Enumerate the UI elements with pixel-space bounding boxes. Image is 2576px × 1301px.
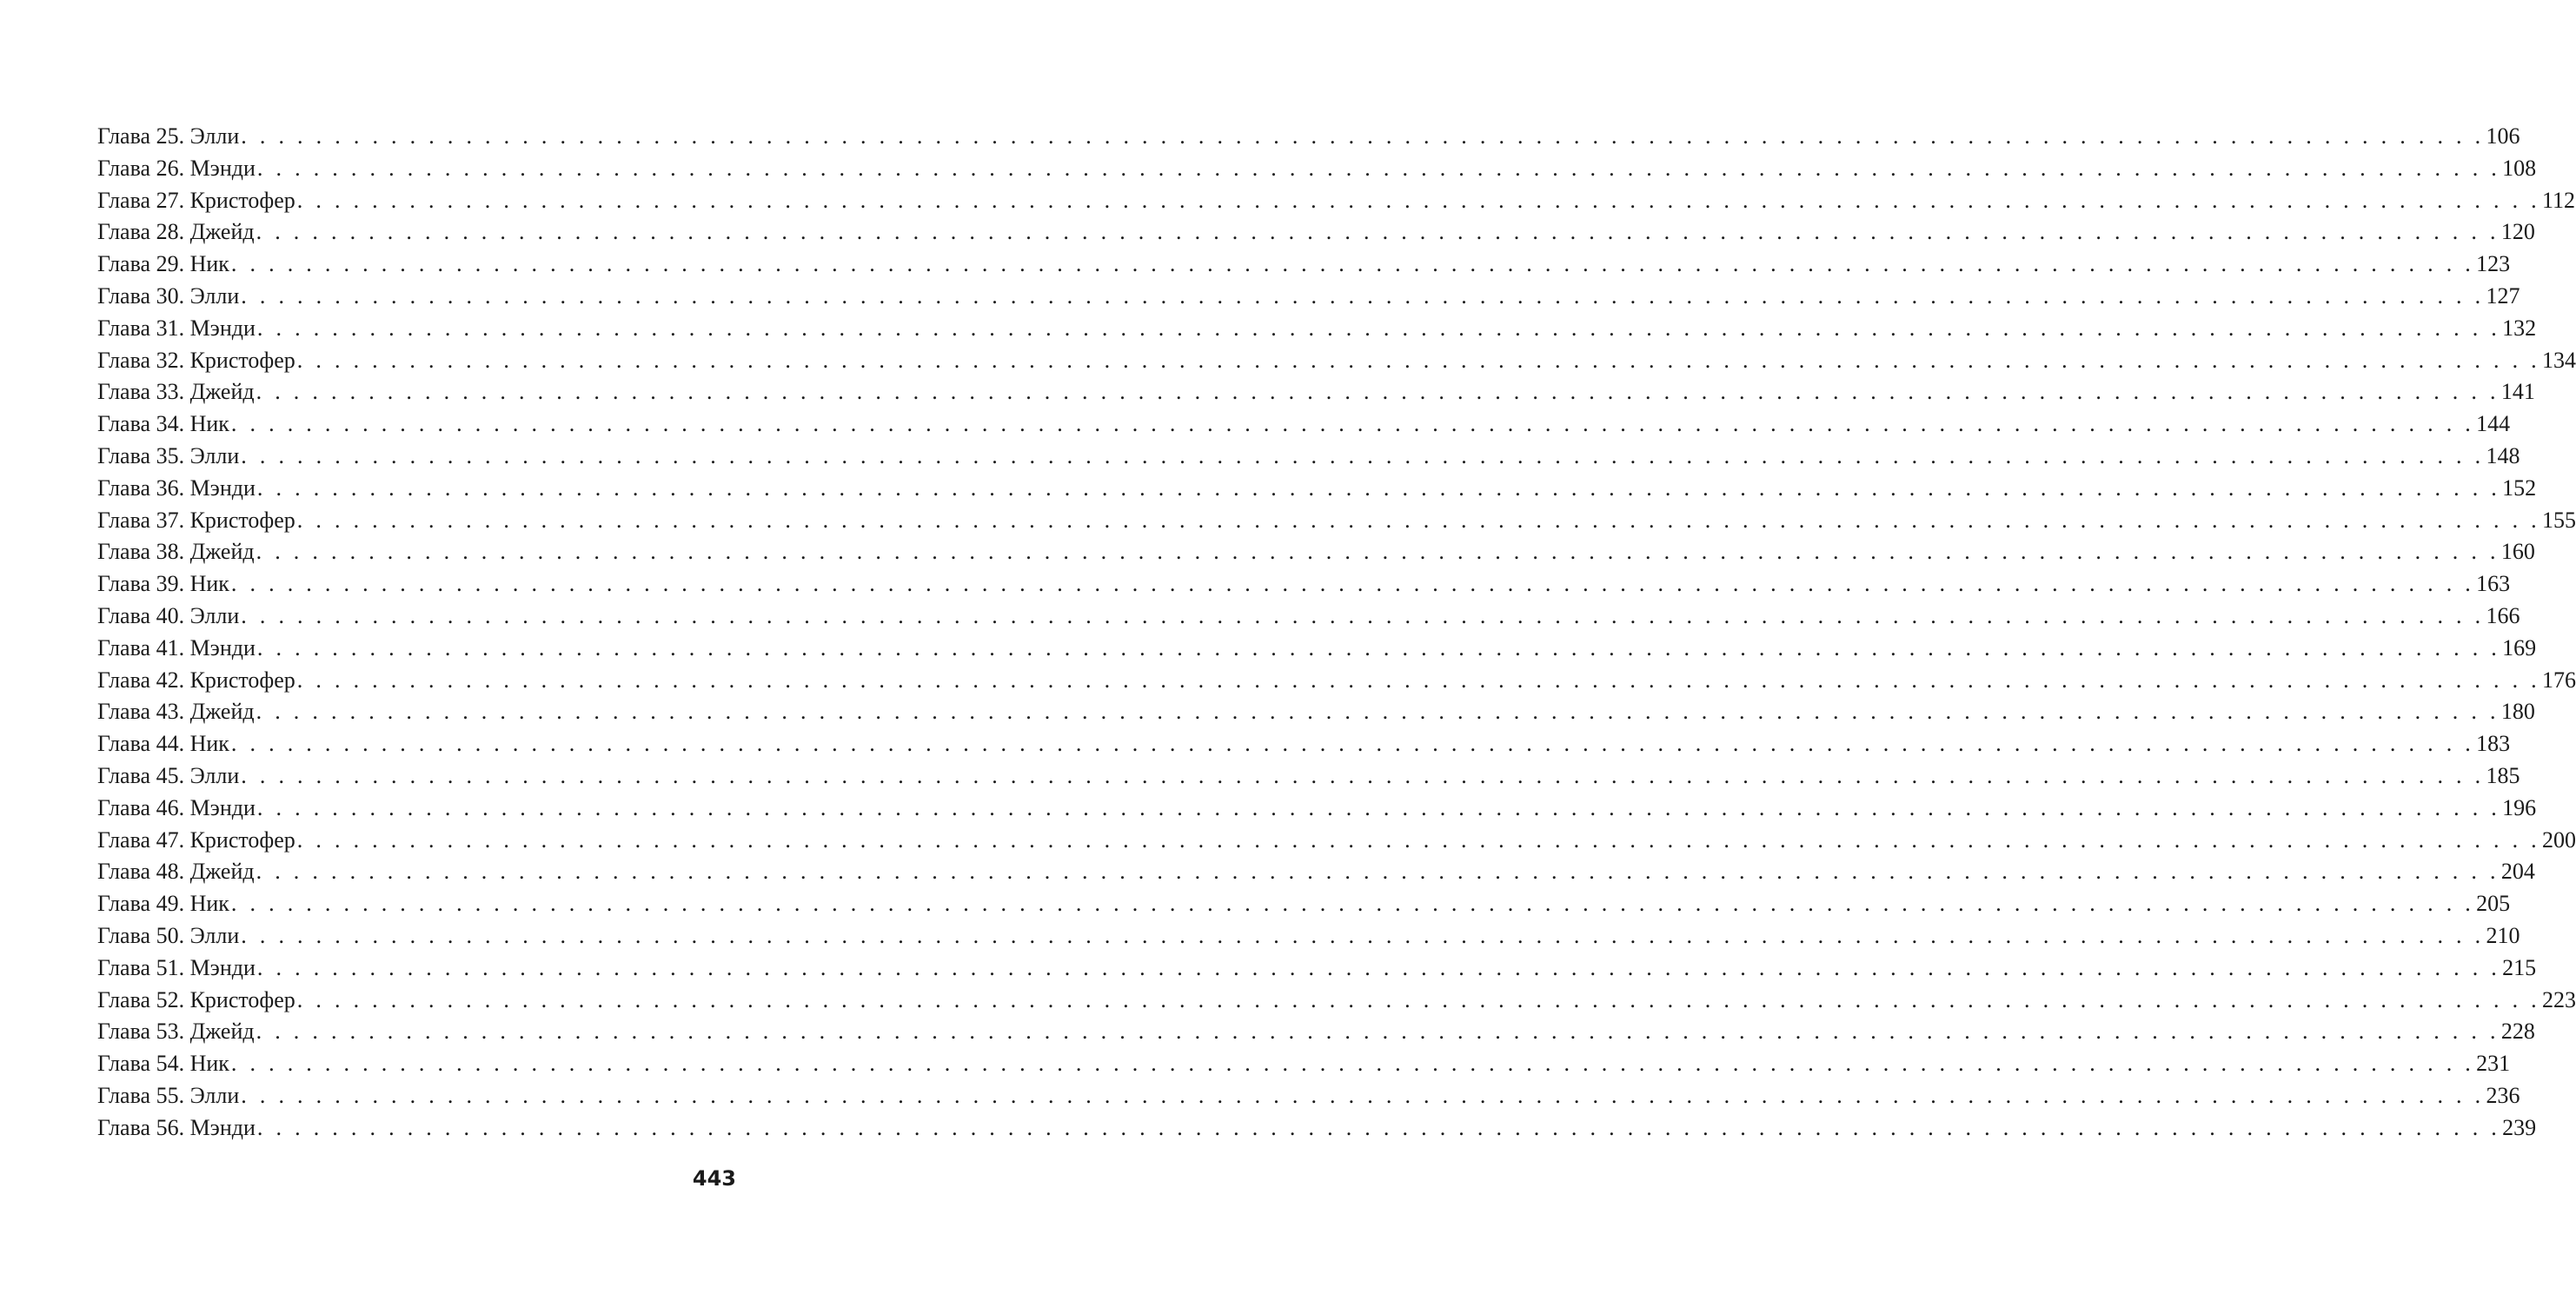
toc-entry <box>97 1080 2520 1112</box>
toc-dot-leader: . . . . . . . . . . . . . . . . . . . . . . . . . . . . . . . . . . . . . . . . . . . . . . . . . . . . . . . . . . . . . . . . . . . . . . . . . . . . . . . . . . . . . . . . . . . . . . . . . . . . . . . . . . . . . . . . . . . . . . . . <box>241 762 2485 788</box>
toc-entry <box>97 313 2537 345</box>
toc-page-number: 155 <box>2541 507 2576 533</box>
toc-dot-leader: . . . . . . . . . . . . . . . . . . . . . . . . . . . . . . . . . . . . . . . . . . . . . . . . . . . . . . . . . . . . . . . . . . . . . . . . . . . . . . . . . . . . . . . . . . . . . . . . . . . . . . . . . . . . . . . . . . . . . . . . <box>256 1019 2500 1045</box>
toc-chapter-title: Глава 40. Элли <box>97 602 240 628</box>
toc-entry <box>97 345 2576 377</box>
toc-chapter-title: Глава 46. Мэнди <box>97 794 256 820</box>
toc-page-number: 196 <box>2502 794 2537 820</box>
toc-dot-leader: . . . . . . . . . . . . . . . . . . . . . . . . . . . . . . . . . . . . . . . . . . . . . . . . . . . . . . . . . . . . . . . . . . . . . . . . . . . . . . . . . . . . . . . . . . . . . . . . . . . . . . . . . . . . . . . . . . . . . . . . <box>256 699 2500 725</box>
toc-chapter-title: Глава 45. Элли <box>97 762 240 788</box>
toc-chapter-title: Глава 39. Ник <box>97 571 229 597</box>
toc-dot-leader: . . . . . . . . . . . . . . . . . . . . . . . . . . . . . . . . . . . . . . . . . . . . . . . . . . . . . . . . . . . . . . . . . . . . . . . . . . . . . . . . . . . . . . . . . . . . . . . . . . . . . . . . . . . . . . . . . . . . . . . . <box>241 442 2485 468</box>
table-of-contents <box>97 121 2576 1145</box>
toc-dot-leader: . . . . . . . . . . . . . . . . . . . . . . . . . . . . . . . . . . . . . . . . . . . . . . . . . . . . . . . . . . . . . . . . . . . . . . . . . . . . . . . . . . . . . . . . . . . . . . . . . . . . . . . . . . . . . . . . . . . . . . . . <box>296 986 2540 1012</box>
toc-dot-leader: . . . . . . . . . . . . . . . . . . . . . . . . . . . . . . . . . . . . . . . . . . . . . . . . . . . . . . . . . . . . . . . . . . . . . . . . . . . . . . . . . . . . . . . . . . . . . . . . . . . . . . . . . . . . . . . . . . . . . . . . <box>230 1051 2475 1077</box>
toc-dot-leader: . . . . . . . . . . . . . . . . . . . . . . . . . . . . . . . . . . . . . . . . . . . . . . . . . . . . . . . . . . . . . . . . . . . . . . . . . . . . . . . . . . . . . . . . . . . . . . . . . . . . . . . . . . . . . . . . . . . . . . . . <box>256 155 2501 181</box>
toc-chapter-title: Глава 31. Мэнди <box>97 315 256 341</box>
toc-page-number: 120 <box>2500 219 2535 245</box>
toc-dot-leader: . . . . . . . . . . . . . . . . . . . . . . . . . . . . . . . . . . . . . . . . . . . . . . . . . . . . . . . . . . . . . . . . . . . . . . . . . . . . . . . . . . . . . . . . . . . . . . . . . . . . . . . . . . . . . . . . . . . . . . . . <box>256 1114 2501 1140</box>
toc-entry <box>97 953 2537 985</box>
toc-entry <box>97 665 2576 697</box>
toc-page-number: 215 <box>2502 954 2537 980</box>
toc-chapter-title: Глава 52. Кристофер <box>97 986 295 1012</box>
toc-entry <box>97 281 2520 313</box>
toc-chapter-title: Глава 35. Элли <box>97 442 240 468</box>
toc-entry <box>97 728 2511 760</box>
toc-page-number: 231 <box>2476 1051 2511 1077</box>
toc-page-number: 112 <box>2541 187 2576 213</box>
toc-dot-leader: . . . . . . . . . . . . . . . . . . . . . . . . . . . . . . . . . . . . . . . . . . . . . . . . . . . . . . . . . . . . . . . . . . . . . . . . . . . . . . . . . . . . . . . . . . . . . . . . . . . . . . . . . . . . . . . . . . . . . . . . <box>256 475 2501 501</box>
toc-chapter-title: Глава 37. Кристофер <box>97 507 295 533</box>
toc-page-number: 163 <box>2476 571 2511 597</box>
toc-entry <box>97 473 2537 505</box>
toc-entry <box>97 760 2520 793</box>
toc-chapter-title: Глава 43. Джейд <box>97 699 255 725</box>
toc-page-number: 148 <box>2486 442 2520 468</box>
toc-chapter-title: Глава 53. Джейд <box>97 1019 255 1045</box>
toc-entry <box>97 888 2511 920</box>
toc-chapter-title: Глава 48. Джейд <box>97 859 255 885</box>
toc-entry <box>97 505 2576 537</box>
toc-page-number: 180 <box>2500 699 2535 725</box>
toc-dot-leader: . . . . . . . . . . . . . . . . . . . . . . . . . . . . . . . . . . . . . . . . . . . . . . . . . . . . . . . . . . . . . . . . . . . . . . . . . . . . . . . . . . . . . . . . . . . . . . . . . . . . . . . . . . . . . . . . . . . . . . . . <box>296 826 2540 853</box>
toc-page-number: 200 <box>2541 826 2576 853</box>
toc-dot-leader: . . . . . . . . . . . . . . . . . . . . . . . . . . . . . . . . . . . . . . . . . . . . . . . . . . . . . . . . . . . . . . . . . . . . . . . . . . . . . . . . . . . . . . . . . . . . . . . . . . . . . . . . . . . . . . . . . . . . . . . . <box>241 922 2485 948</box>
toc-entry <box>97 536 2535 568</box>
toc-dot-leader: . . . . . . . . . . . . . . . . . . . . . . . . . . . . . . . . . . . . . . . . . . . . . . . . . . . . . . . . . . . . . . . . . . . . . . . . . . . . . . . . . . . . . . . . . . . . . . . . . . . . . . . . . . . . . . . . . . . . . . . . <box>256 794 2501 820</box>
toc-page-number: 236 <box>2486 1082 2520 1108</box>
toc-chapter-title: Глава 47. Кристофер <box>97 826 295 853</box>
toc-chapter-title: Глава 25. Элли <box>97 123 240 149</box>
toc-page-number: 176 <box>2541 667 2576 693</box>
toc-dot-leader: . . . . . . . . . . . . . . . . . . . . . . . . . . . . . . . . . . . . . . . . . . . . . . . . . . . . . . . . . . . . . . . . . . . . . . . . . . . . . . . . . . . . . . . . . . . . . . . . . . . . . . . . . . . . . . . . . . . . . . . . <box>256 859 2500 885</box>
toc-entry <box>97 601 2520 633</box>
toc-page-number: 127 <box>2486 282 2520 309</box>
toc-dot-leader: . . . . . . . . . . . . . . . . . . . . . . . . . . . . . . . . . . . . . . . . . . . . . . . . . . . . . . . . . . . . . . . . . . . . . . . . . . . . . . . . . . . . . . . . . . . . . . . . . . . . . . . . . . . . . . . . . . . . . . . . <box>241 1082 2485 1108</box>
toc-entry <box>97 856 2535 888</box>
toc-page-number: 169 <box>2502 634 2537 660</box>
toc-dot-leader: . . . . . . . . . . . . . . . . . . . . . . . . . . . . . . . . . . . . . . . . . . . . . . . . . . . . . . . . . . . . . . . . . . . . . . . . . . . . . . . . . . . . . . . . . . . . . . . . . . . . . . . . . . . . . . . . . . . . . . . . <box>256 954 2501 980</box>
toc-page-number: 210 <box>2486 922 2520 948</box>
toc-page-number: 132 <box>2502 315 2537 341</box>
toc-dot-leader: . . . . . . . . . . . . . . . . . . . . . . . . . . . . . . . . . . . . . . . . . . . . . . . . . . . . . . . . . . . . . . . . . . . . . . . . . . . . . . . . . . . . . . . . . . . . . . . . . . . . . . . . . . . . . . . . . . . . . . . . <box>230 731 2475 757</box>
toc-chapter-title: Глава 26. Мэнди <box>97 155 256 181</box>
toc-dot-leader: . . . . . . . . . . . . . . . . . . . . . . . . . . . . . . . . . . . . . . . . . . . . . . . . . . . . . . . . . . . . . . . . . . . . . . . . . . . . . . . . . . . . . . . . . . . . . . . . . . . . . . . . . . . . . . . . . . . . . . . . <box>296 187 2540 213</box>
toc-chapter-title: Глава 28. Джейд <box>97 219 255 245</box>
toc-dot-leader: . . . . . . . . . . . . . . . . . . . . . . . . . . . . . . . . . . . . . . . . . . . . . . . . . . . . . . . . . . . . . . . . . . . . . . . . . . . . . . . . . . . . . . . . . . . . . . . . . . . . . . . . . . . . . . . . . . . . . . . . <box>256 539 2500 565</box>
toc-entry <box>97 1112 2537 1145</box>
toc-entry <box>97 376 2535 408</box>
toc-chapter-title: Глава 42. Кристофер <box>97 667 295 693</box>
toc-page-number: 166 <box>2486 602 2520 628</box>
toc-dot-leader: . . . . . . . . . . . . . . . . . . . . . . . . . . . . . . . . . . . . . . . . . . . . . . . . . . . . . . . . . . . . . . . . . . . . . . . . . . . . . . . . . . . . . . . . . . . . . . . . . . . . . . . . . . . . . . . . . . . . . . . . <box>256 219 2500 245</box>
toc-chapter-title: Глава 36. Мэнди <box>97 475 256 501</box>
toc-entry <box>97 408 2511 441</box>
toc-page-number: 223 <box>2541 986 2576 1012</box>
toc-chapter-title: Глава 44. Ник <box>97 731 229 757</box>
toc-dot-leader: . . . . . . . . . . . . . . . . . . . . . . . . . . . . . . . . . . . . . . . . . . . . . . . . . . . . . . . . . . . . . . . . . . . . . . . . . . . . . . . . . . . . . . . . . . . . . . . . . . . . . . . . . . . . . . . . . . . . . . . . <box>296 667 2540 693</box>
toc-page-number: 106 <box>2486 123 2520 149</box>
toc-entry <box>97 985 2576 1017</box>
toc-dot-leader: . . . . . . . . . . . . . . . . . . . . . . . . . . . . . . . . . . . . . . . . . . . . . . . . . . . . . . . . . . . . . . . . . . . . . . . . . . . . . . . . . . . . . . . . . . . . . . . . . . . . . . . . . . . . . . . . . . . . . . . . <box>241 123 2485 149</box>
toc-dot-leader: . . . . . . . . . . . . . . . . . . . . . . . . . . . . . . . . . . . . . . . . . . . . . . . . . . . . . . . . . . . . . . . . . . . . . . . . . . . . . . . . . . . . . . . . . . . . . . . . . . . . . . . . . . . . . . . . . . . . . . . . <box>230 891 2475 917</box>
toc-page-number: 205 <box>2476 891 2511 917</box>
toc-page-number: 134 <box>2541 347 2576 373</box>
toc-entry <box>97 1016 2535 1048</box>
toc-entry <box>97 568 2511 601</box>
toc-chapter-title: Глава 33. Джейд <box>97 379 255 405</box>
toc-entry <box>97 696 2535 728</box>
toc-dot-leader: . . . . . . . . . . . . . . . . . . . . . . . . . . . . . . . . . . . . . . . . . . . . . . . . . . . . . . . . . . . . . . . . . . . . . . . . . . . . . . . . . . . . . . . . . . . . . . . . . . . . . . . . . . . . . . . . . . . . . . . . <box>230 251 2475 277</box>
toc-page-number: 160 <box>2500 539 2535 565</box>
toc-entry <box>97 121 2520 153</box>
toc-page-number: 141 <box>2500 379 2535 405</box>
toc-dot-leader: . . . . . . . . . . . . . . . . . . . . . . . . . . . . . . . . . . . . . . . . . . . . . . . . . . . . . . . . . . . . . . . . . . . . . . . . . . . . . . . . . . . . . . . . . . . . . . . . . . . . . . . . . . . . . . . . . . . . . . . . <box>296 507 2540 533</box>
toc-chapter-title: Глава 29. Ник <box>97 251 229 277</box>
toc-dot-leader: . . . . . . . . . . . . . . . . . . . . . . . . . . . . . . . . . . . . . . . . . . . . . . . . . . . . . . . . . . . . . . . . . . . . . . . . . . . . . . . . . . . . . . . . . . . . . . . . . . . . . . . . . . . . . . . . . . . . . . . . <box>230 411 2475 437</box>
toc-chapter-title: Глава 49. Ник <box>97 891 229 917</box>
toc-dot-leader: . . . . . . . . . . . . . . . . . . . . . . . . . . . . . . . . . . . . . . . . . . . . . . . . . . . . . . . . . . . . . . . . . . . . . . . . . . . . . . . . . . . . . . . . . . . . . . . . . . . . . . . . . . . . . . . . . . . . . . . . <box>241 602 2485 628</box>
toc-chapter-title: Глава 38. Джейд <box>97 539 255 565</box>
toc-chapter-title: Глава 32. Кристофер <box>97 347 295 373</box>
toc-page-number: 123 <box>2476 251 2511 277</box>
toc-entry <box>97 216 2535 249</box>
toc-page-number: 228 <box>2500 1019 2535 1045</box>
toc-entry <box>97 441 2520 473</box>
toc-page-number: 108 <box>2502 155 2537 181</box>
toc-chapter-title: Глава 30. Элли <box>97 282 240 309</box>
toc-chapter-title: Глава 55. Элли <box>97 1082 240 1108</box>
toc-dot-leader: . . . . . . . . . . . . . . . . . . . . . . . . . . . . . . . . . . . . . . . . . . . . . . . . . . . . . . . . . . . . . . . . . . . . . . . . . . . . . . . . . . . . . . . . . . . . . . . . . . . . . . . . . . . . . . . . . . . . . . . . <box>256 379 2500 405</box>
toc-dot-leader: . . . . . . . . . . . . . . . . . . . . . . . . . . . . . . . . . . . . . . . . . . . . . . . . . . . . . . . . . . . . . . . . . . . . . . . . . . . . . . . . . . . . . . . . . . . . . . . . . . . . . . . . . . . . . . . . . . . . . . . . <box>256 634 2501 660</box>
toc-dot-leader: . . . . . . . . . . . . . . . . . . . . . . . . . . . . . . . . . . . . . . . . . . . . . . . . . . . . . . . . . . . . . . . . . . . . . . . . . . . . . . . . . . . . . . . . . . . . . . . . . . . . . . . . . . . . . . . . . . . . . . . . <box>296 347 2540 373</box>
toc-chapter-title: Глава 56. Мэнди <box>97 1114 256 1140</box>
toc-chapter-title: Глава 54. Ник <box>97 1051 229 1077</box>
toc-page-number: 185 <box>2486 762 2520 788</box>
toc-entry <box>97 825 2576 857</box>
toc-entry <box>97 633 2537 665</box>
toc-dot-leader: . . . . . . . . . . . . . . . . . . . . . . . . . . . . . . . . . . . . . . . . . . . . . . . . . . . . . . . . . . . . . . . . . . . . . . . . . . . . . . . . . . . . . . . . . . . . . . . . . . . . . . . . . . . . . . . . . . . . . . . . <box>241 282 2485 309</box>
toc-entry <box>97 920 2520 953</box>
toc-entry <box>97 185 2576 217</box>
toc-chapter-title: Глава 41. Мэнди <box>97 634 256 660</box>
toc-page-number: 144 <box>2476 411 2511 437</box>
toc-page-number: 239 <box>2502 1114 2537 1140</box>
toc-dot-leader: . . . . . . . . . . . . . . . . . . . . . . . . . . . . . . . . . . . . . . . . . . . . . . . . . . . . . . . . . . . . . . . . . . . . . . . . . . . . . . . . . . . . . . . . . . . . . . . . . . . . . . . . . . . . . . . . . . . . . . . . <box>230 571 2475 597</box>
toc-chapter-title: Глава 34. Ник <box>97 411 229 437</box>
toc-page-number: 152 <box>2502 475 2537 501</box>
toc-chapter-title: Глава 50. Элли <box>97 922 240 948</box>
toc-page-number: 183 <box>2476 731 2511 757</box>
toc-entry <box>97 793 2537 825</box>
page-number: 443 <box>692 1166 736 1191</box>
toc-chapter-title: Глава 27. Кристофер <box>97 187 295 213</box>
toc-entry <box>97 249 2511 281</box>
toc-entry <box>97 1048 2511 1080</box>
toc-dot-leader: . . . . . . . . . . . . . . . . . . . . . . . . . . . . . . . . . . . . . . . . . . . . . . . . . . . . . . . . . . . . . . . . . . . . . . . . . . . . . . . . . . . . . . . . . . . . . . . . . . . . . . . . . . . . . . . . . . . . . . . . <box>256 315 2501 341</box>
toc-chapter-title: Глава 51. Мэнди <box>97 954 256 980</box>
toc-entry <box>97 153 2537 185</box>
toc-page-number: 204 <box>2500 859 2535 885</box>
